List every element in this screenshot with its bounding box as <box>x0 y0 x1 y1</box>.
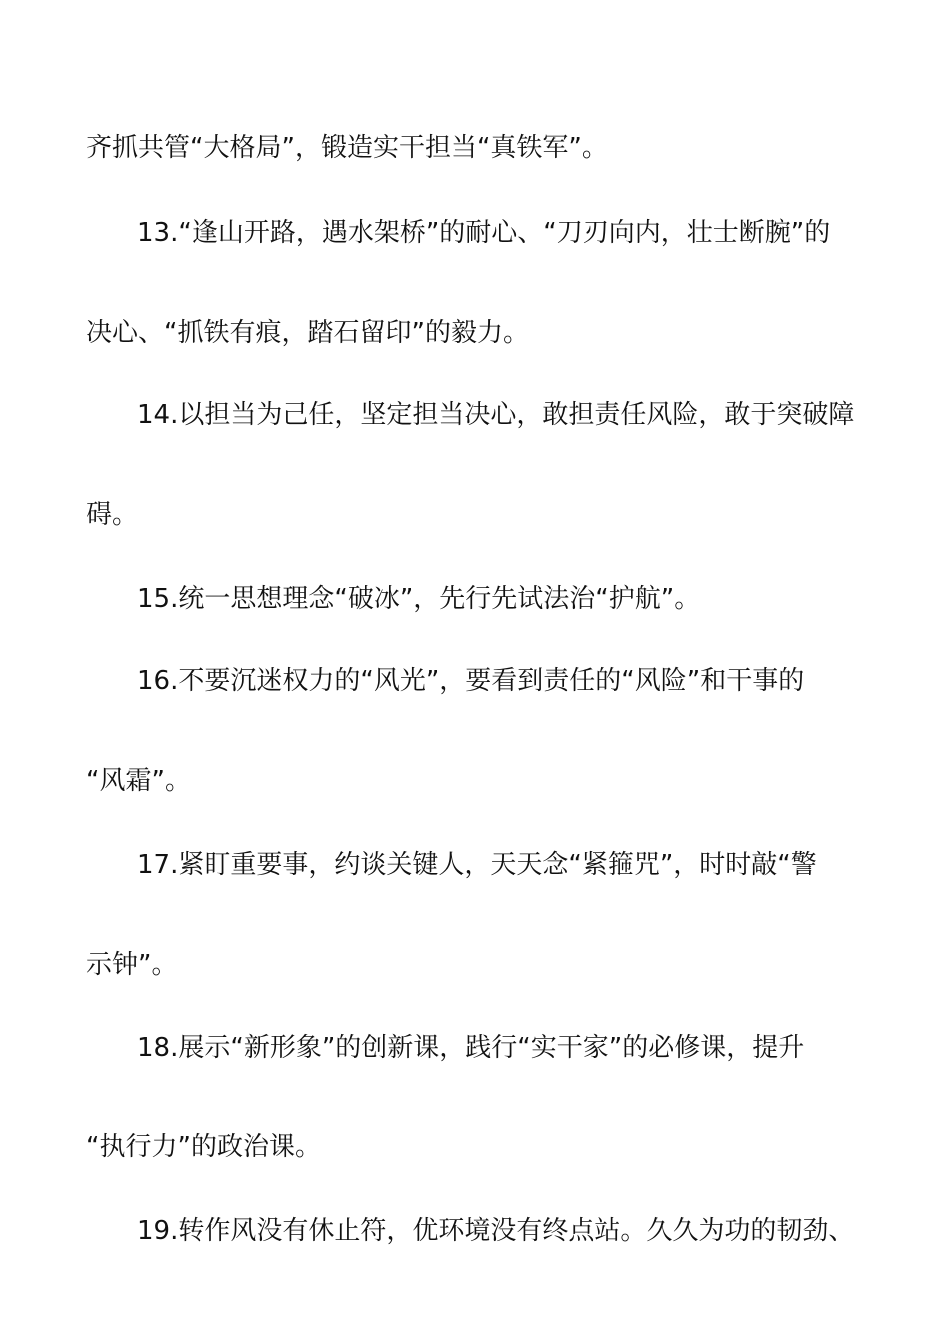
text-line: 碍。 <box>86 500 139 530</box>
text-line: “风霜”。 <box>86 766 191 796</box>
text-line: 齐抓共管“大格局”，锻造实干担当“真铁军”。 <box>86 133 608 163</box>
text-line: 决心、“抓铁有痕，踏石留印”的毅力。 <box>86 318 529 348</box>
list-item-19: 19.转作风没有休止符，优环境没有终点站。久久为功的韧劲、 <box>137 1216 855 1246</box>
list-item-17: 17.紧盯重要事，约谈关键人，天天念“紧箍咒”，时时敲“警 <box>137 850 817 880</box>
list-item-13: 13.“逢山开路，遇水架桥”的耐心、“刀刃向内，壮士断腕”的 <box>137 218 831 248</box>
list-item-15: 15.统一思想理念“破冰”，先行先试法治“护航”。 <box>137 584 701 614</box>
text-line: 示钟”。 <box>86 950 178 980</box>
list-item-14: 14.以担当为己任，坚定担当决心，敢担责任风险，敢于突破障 <box>137 400 855 430</box>
list-item-18: 18.展示“新形象”的创新课，践行“实干家”的必修课，提升 <box>137 1033 805 1063</box>
text-line: “执行力”的政治课。 <box>86 1132 321 1162</box>
list-item-16: 16.不要沉迷权力的“风光”，要看到责任的“风险”和干事的 <box>137 666 805 696</box>
